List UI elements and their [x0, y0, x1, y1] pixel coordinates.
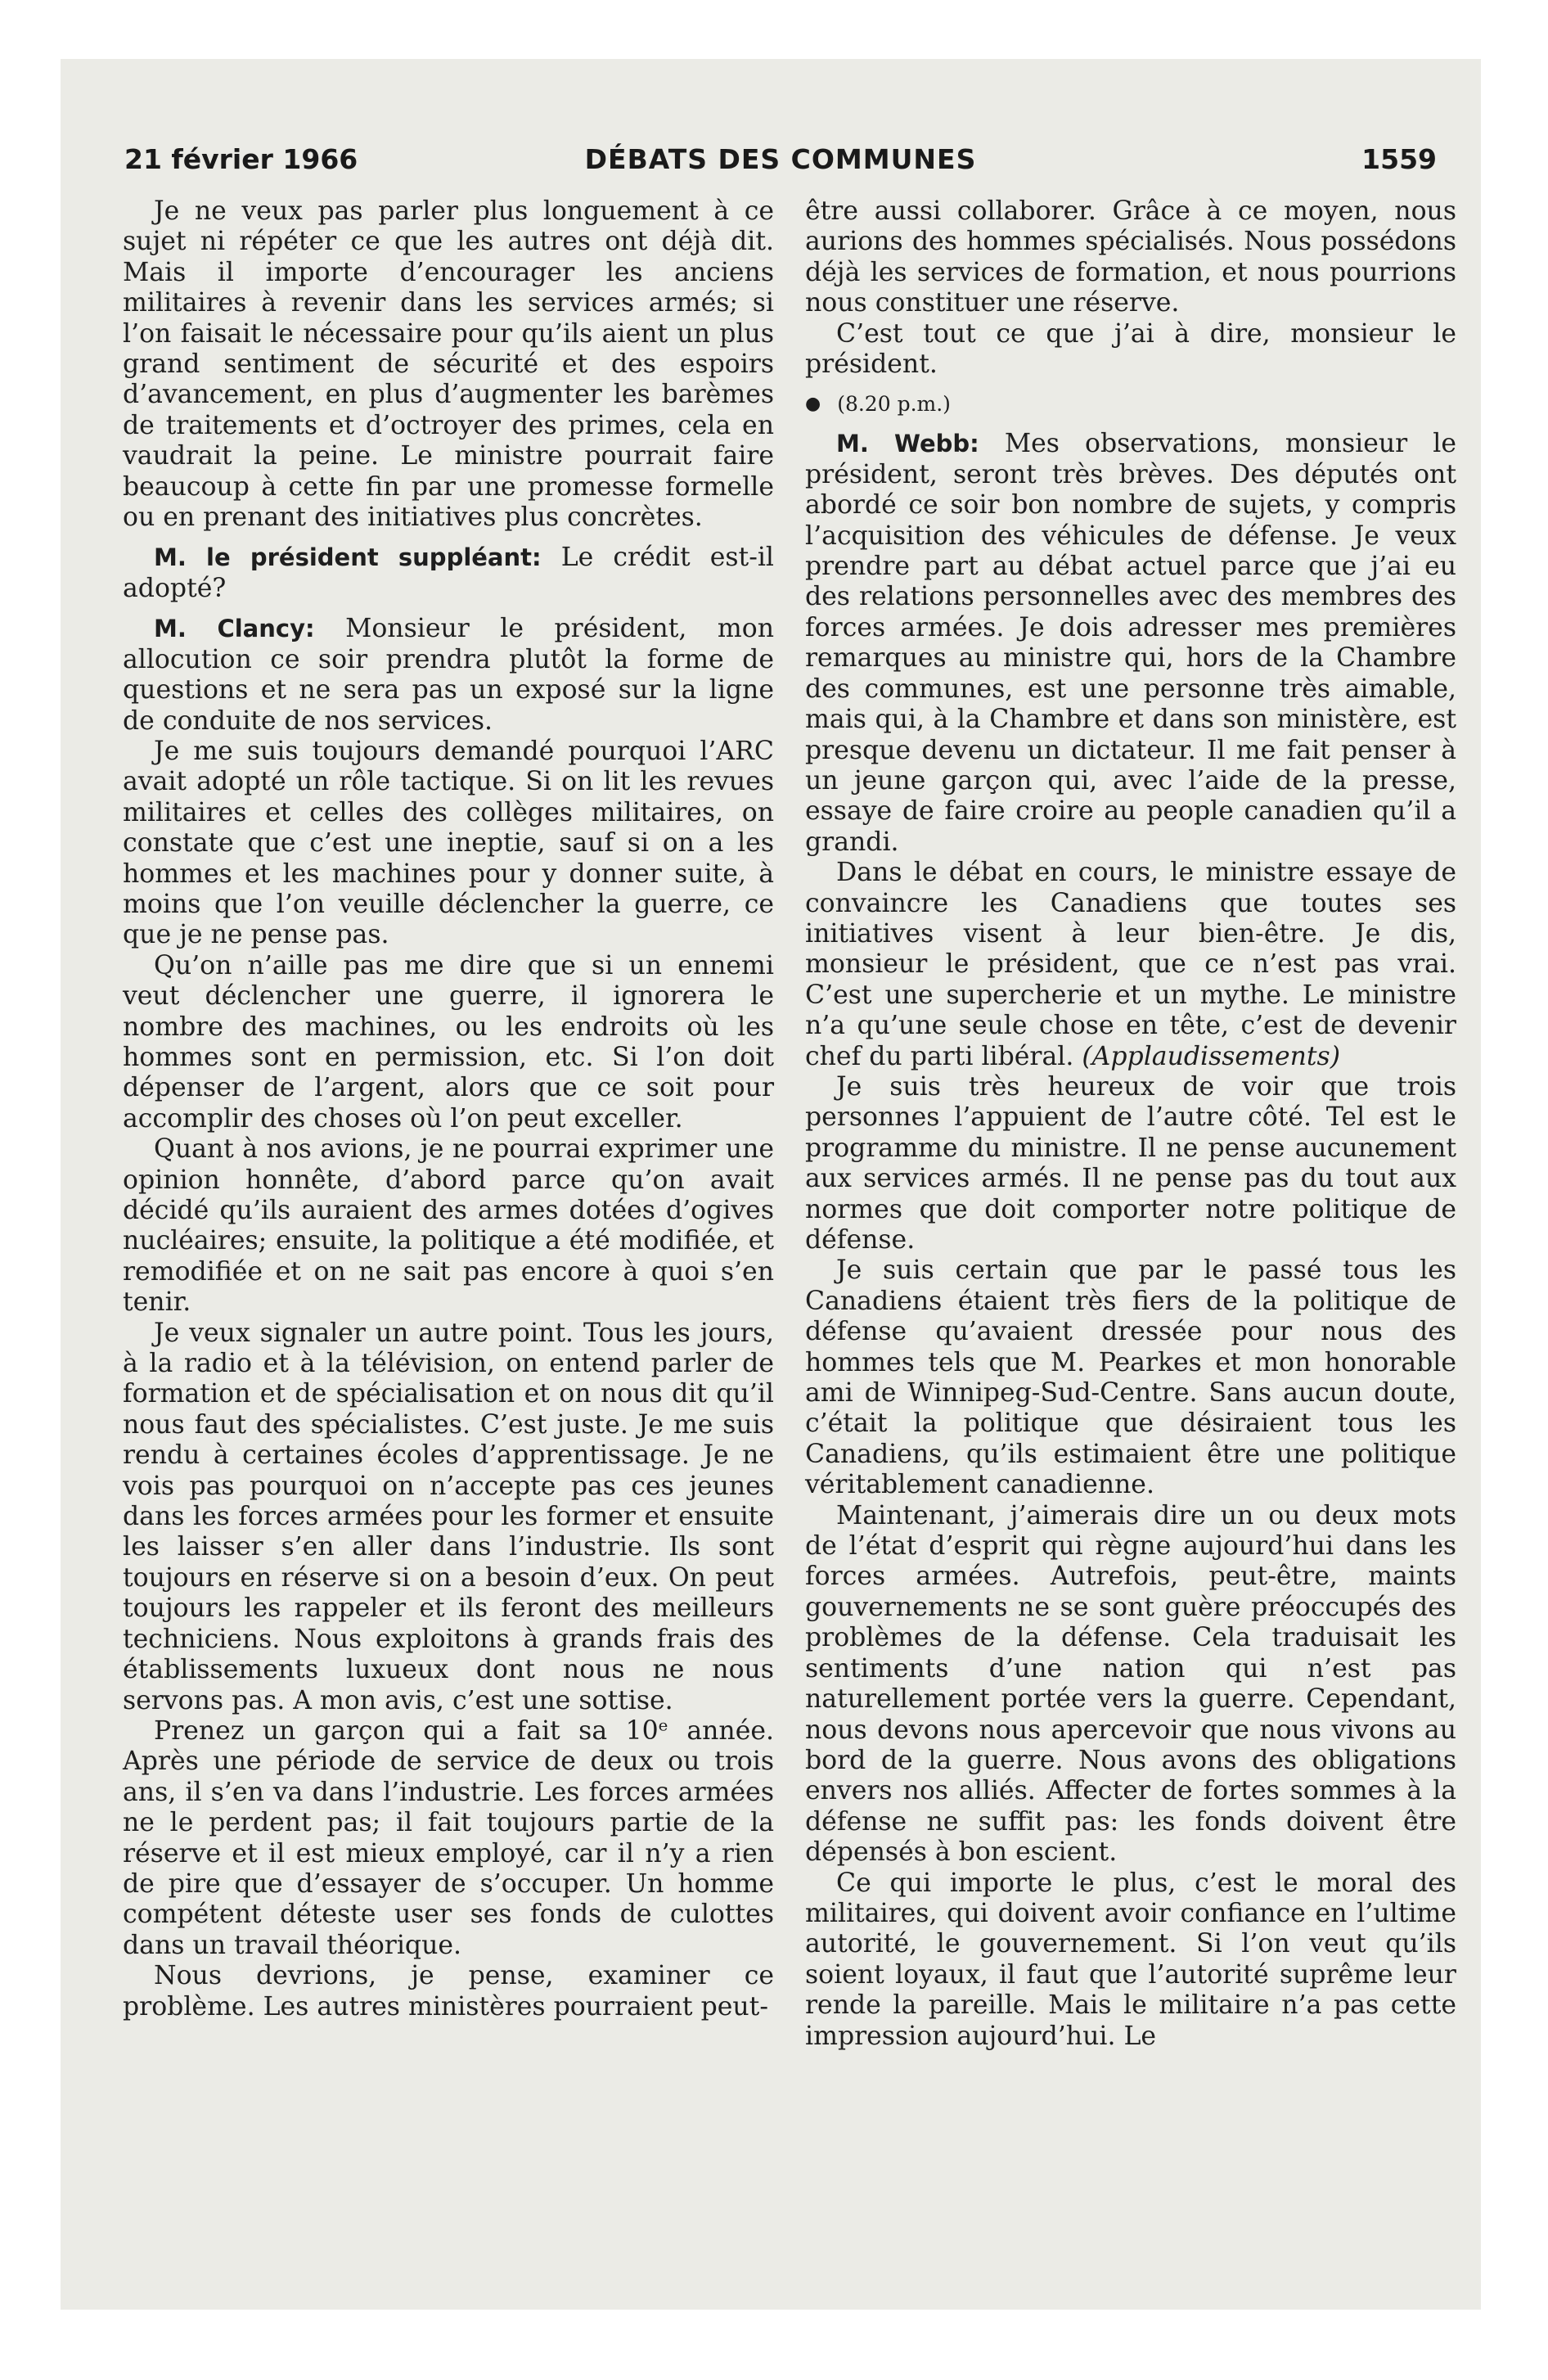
- speech-text: Mes observations, monsieur le président, seront très brèves. Des députés ont abordé ce soir bon nombre de sujets, y compris l’acquisition des véhicules de défense. Je veux prendre part au débat actuel parce que j’ai eu des relations personnelles avec des membres des forces armées. Je dois adresser mes premières remarques au ministre qui, hors de la Chambre des communes, est une personne très aimable, mais qui, à la Chambre et dans son ministère, est presque devenu un dictateur. Il me fait penser à un jeune garçon qui, avec l’aide de la presse, essaye de faire croire au people canadien qu’il a grandi.: [805, 429, 1456, 857]
- speech-text: Le crédit est-il adopté?: [123, 543, 774, 603]
- left-column: [123, 196, 774, 2022]
- speech-paragraph: [805, 429, 1456, 858]
- paragraph: C’est tout ce que j’ai à dire, monsieur le président.: [805, 318, 1456, 380]
- speaker-name: M. Clancy:: [154, 615, 315, 643]
- applause-note: (Applaudissements): [1082, 1041, 1340, 1071]
- paragraph: être aussi collaborer. Grâce à ce moyen, nous aurions des hommes spécialisés. Nous possédons déjà les services de formation, et nous pourrions nous constituer une réserve.: [805, 196, 1456, 318]
- page-number: 1559: [1361, 143, 1437, 175]
- speech-paragraph: [123, 614, 774, 737]
- paragraph: Maintenant, j’aimerais dire un ou deux mots de l’état d’esprit qui règne aujourd’hui dans les forces armées. Autrefois, peut-être, maints gouvernements ne se sont guère préoccupés des problèmes de la défense. Cela traduisait les sentiments d’une nation qui n’est pas naturellement portée vers la guerre. Cependant, nous devons nous apercevoir que nous vivons au bord de la guerre. Nous avons des obligations envers nos alliés. Affecter de fortes sommes à la défense ne suffit pas: les fonds doivent être dépensés à bon escient.: [805, 1500, 1456, 1868]
- right-column: [805, 196, 1456, 2052]
- paragraph: Ce qui importe le plus, c’est le moral des militaires, qui doivent avoir confiance en l’ultime autorité, le gouvernement. Si l’on veut qu’ils soient loyaux, il faut que l’autorité suprême leur rende la pareille. Mais le militaire n’a pas cette impression aujourd’hui. Le: [805, 1868, 1456, 2051]
- paragraph: Je suis certain que par le passé tous les Canadiens étaient très fiers de la politique de défense qu’avaient dressée pour nous des hommes tels que M. Pearkes et mon honorable ami de Winnipeg-Sud-Centre. Sans aucun doute, c’était la politique que désiraient tous les Canadiens, qu’ils estimaient être une politique véritablement canadienne.: [805, 1255, 1456, 1500]
- paragraph: Prenez un garçon qui a fait sa 10ᵉ année. Après une période de service de deux ou trois ans, il s’en va dans l’industrie. Les forces armées ne le perdent pas; il fait toujours partie de la réserve et il est mieux employé, car il n’y a rien de pire que d’essayer de s’occuper. Un homme compétent déteste user ses fonds de culottes dans un travail théorique.: [123, 1715, 774, 1960]
- page-header: [124, 143, 1437, 184]
- speaker-name: M. le président suppléant:: [154, 543, 542, 572]
- bullet-icon: ●: [805, 394, 821, 415]
- paragraph-text: Dans le débat en cours, le ministre essaye de convaincre les Canadiens que toutes ses initiatives visent à leur bien-être. Je dis, monsieur le président, que ce n’est pas vrai. C’est une supercherie et un mythe. Le ministre n’a qu’une seule chose en tête, c’est de devenir chef du parti libéral.: [805, 858, 1456, 1071]
- paragraph: Je me suis toujours demandé pourquoi l’ARC avait adopté un rôle tactique. Si on lit les revues militaires et celles des collèges militaires, on constate que c’est une ineptie, sauf si on a les hommes et les machines pour y donner suite, à moins que l’on veuille déclencher la guerre, ce que je ne pense pas.: [123, 736, 774, 950]
- speaker-name: M. Webb:: [836, 430, 979, 458]
- time-text: (8.20 p.m.): [837, 392, 951, 417]
- paragraph: Quant à nos avions, je ne pourrai exprimer une opinion honnête, d’abord parce qu’on avait décidé qu’ils auraient des armes dotées d’ogives nucléaires; ensuite, la politique a été modifiée, et remodifiée et on ne sait pas encore à quoi s’en tenir.: [123, 1134, 774, 1318]
- paragraph: Nous devrions, je pense, examiner ce problème. Les autres ministères pourraient peut-: [123, 1961, 774, 2022]
- paragraph: Je ne veux pas parler plus longuement à ce sujet ni répéter ce que les autres ont déjà dit. Mais il importe d’encourager les anciens militaires à revenir dans les services armés; si l’on faisait le nécessaire pour qu’ils aient un plus grand sentiment de sécurité et des espoirs d’avancement, en plus d’augmenter les barèmes de traitements et d’octroyer des primes, cela en vaudrait la peine. Le ministre pourrait faire beaucoup à cette fin par une promesse formelle ou en prenant des initiatives plus concrètes.: [123, 196, 774, 533]
- speech-text: Monsieur le président, mon allocution ce soir prendra plutôt la forme de questions et ne sera pas un exposé sur la ligne de conduite de nos services.: [123, 614, 774, 736]
- paragraph: Je veux signaler un autre point. Tous les jours, à la radio et à la télévision, on entend parler de formation et de spécialisation et on nous dit qu’il nous faut des spécialistes. C’est juste. Je me suis rendu à certaines écoles d’apprentissage. Je ne vois pas pourquoi on n’accepte pas ces jeunes dans les forces armées pour les former et ensuite les laisser s’en aller dans l’industrie. Ils sont toujours en réserve si on a besoin d’eux. On peut toujours les rappeler et ils feront des meilleurs techniciens. Nous exploitons à grands frais des établissements luxueux dont nous ne nous servons pas. A mon avis, c’est une sottise.: [123, 1318, 774, 1715]
- speech-paragraph: [123, 543, 774, 604]
- paragraph: [805, 858, 1456, 1072]
- time-stamp: [805, 391, 1456, 419]
- paragraph: Qu’on n’aille pas me dire que si un ennemi veut déclencher une guerre, il ignorera le nombre des machines, ou les endroits où les hommes sont en permission, etc. Si l’on doit dépenser de l’argent, alors que ce soit pour accomplir des choses où l’on peut exceller.: [123, 950, 774, 1134]
- header-title: DÉBATS DES COMMUNES: [584, 143, 977, 175]
- header-date: 21 février 1966: [124, 143, 358, 175]
- paragraph: Je suis très heureux de voir que trois personnes l’appuient de l’autre côté. Tel est le programme du ministre. Il ne pense aucunement aux services armés. Il ne pense pas du tout aux normes que doit comporter notre politique de défense.: [805, 1071, 1456, 1255]
